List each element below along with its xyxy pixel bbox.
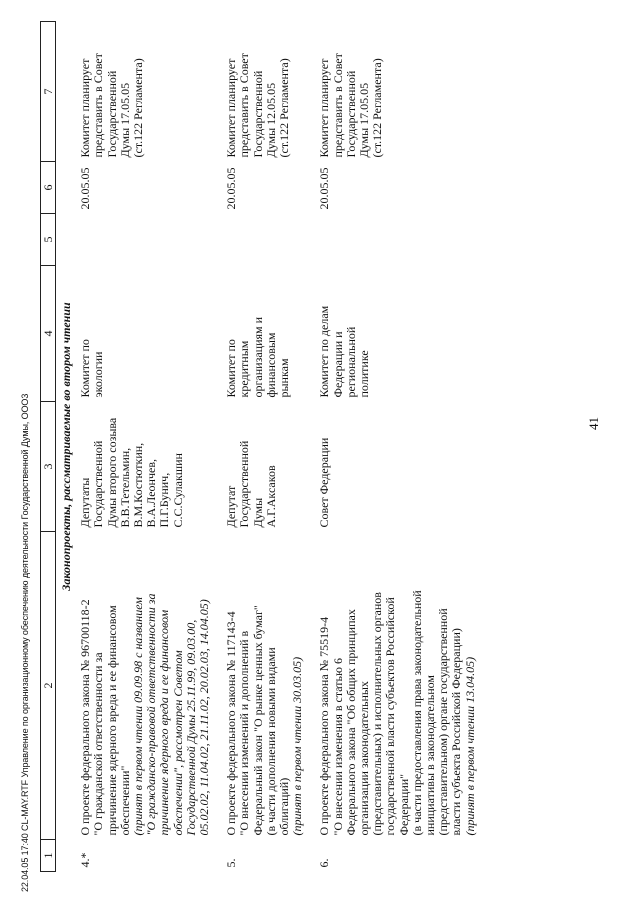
initiator-line: П.Г.Бунич, bbox=[157, 472, 172, 528]
row-number: 6. bbox=[317, 858, 332, 868]
column-number: 2 bbox=[41, 532, 56, 840]
initiator-line: Депутаты bbox=[78, 477, 93, 528]
plan-line: Комитет планирует bbox=[224, 58, 239, 158]
initiator-cell bbox=[318, 402, 490, 532]
title-line: О проекте федерального закона № 75519-4 bbox=[317, 616, 332, 836]
plan-line: Думы 12.05.05 bbox=[263, 82, 278, 158]
column-5-cell bbox=[79, 214, 225, 266]
table-row bbox=[225, 22, 318, 872]
plan-cell bbox=[79, 22, 225, 162]
column-number: 6 bbox=[41, 162, 56, 214]
initiator-line: В.М.Костюткин, bbox=[131, 442, 146, 528]
column-5-cell bbox=[318, 214, 490, 266]
table-row bbox=[79, 22, 225, 872]
column-number: 7 bbox=[41, 22, 56, 162]
note-line: обеспечении", рассмотрен Советом bbox=[170, 650, 185, 836]
plan-line: (ст.122 Регламента) bbox=[277, 58, 292, 158]
plan-line: представить в Совет bbox=[91, 53, 106, 158]
title-line: (в части дополнения новыми видами bbox=[263, 647, 278, 836]
initiator-line: Думы второго созыва bbox=[104, 417, 119, 528]
initiator-line: В.А.Леончев, bbox=[144, 458, 159, 528]
footer-text: 22.04.05 17:40 CL-MAY.RTF Управление по организационному обеспечению деятельности Государственной Думы, ООО3 bbox=[20, 393, 30, 892]
initiator-line: А.Г.Аксаков bbox=[263, 465, 278, 528]
title-line: Федерации" bbox=[396, 773, 411, 836]
column-number: 4 bbox=[41, 266, 56, 402]
note-line: (принят в первом чтении 09.09.98 с названием bbox=[131, 597, 146, 836]
plan-line: Государственной bbox=[250, 70, 265, 158]
title-line: "О внесении изменения в статью 6 bbox=[330, 658, 345, 836]
section-title: Законопроекты, рассматриваемые во втором чтении bbox=[59, 302, 73, 591]
title-line: причинение ядерного вреда и ее финансовом bbox=[104, 605, 119, 836]
committee-line: Федерации и bbox=[330, 331, 345, 398]
title-line: Федеральный закон "О рынке ценных бумаг" bbox=[250, 605, 265, 836]
committee-cell bbox=[79, 266, 225, 402]
committee-line: финансовым bbox=[263, 332, 278, 398]
title-line: государственной власти субъектов Российской bbox=[383, 597, 398, 836]
initiator-line: Государственной bbox=[91, 440, 106, 528]
committee-line: Комитет по делам bbox=[317, 305, 332, 398]
committee-line: Комитет по bbox=[78, 339, 93, 398]
committee-cell bbox=[225, 266, 318, 402]
initiator-line: Думы bbox=[250, 497, 265, 528]
title-line: обеспечении" bbox=[117, 765, 132, 836]
title-line: облигаций) bbox=[277, 777, 292, 836]
plan-line: представить в Совет bbox=[330, 53, 345, 158]
column-number: 5 bbox=[41, 214, 56, 266]
plan-line: Комитет планирует bbox=[78, 58, 93, 158]
plan-line: (ст.122 Регламента) bbox=[131, 58, 146, 158]
note-line: причинение ядерного вреда и ее финансовом bbox=[157, 609, 172, 836]
committee-cell bbox=[318, 266, 490, 402]
bill-description bbox=[225, 532, 318, 840]
section-heading-row bbox=[56, 22, 80, 872]
title-line: власти субъекта Российской Федерации) bbox=[449, 628, 464, 836]
committee-line: Комитет по bbox=[224, 339, 239, 398]
page-number: 41 bbox=[586, 417, 601, 430]
plan-line: (ст.122 Регламента) bbox=[370, 58, 385, 158]
row-number: 5. bbox=[224, 858, 239, 868]
row-number: 4.* bbox=[78, 852, 93, 868]
initiator-line: Депутат bbox=[224, 485, 239, 528]
column-5-cell bbox=[225, 214, 318, 266]
initiator-line: В.В.Тетельмин, bbox=[117, 447, 132, 528]
note-line: "О гражданско-правовой ответственности за bbox=[144, 593, 159, 836]
bill-description bbox=[79, 532, 225, 840]
title-line: (в части предоставления права законодательной bbox=[409, 590, 424, 836]
committee-line: политике bbox=[357, 350, 372, 398]
agenda-table bbox=[40, 21, 491, 872]
plan-line: Думы 17.05.05 bbox=[117, 82, 132, 158]
note-line: (принят в первом чтении 30.03.05) bbox=[290, 656, 305, 836]
committee-line: региональной bbox=[343, 326, 358, 398]
committee-line: организациям и bbox=[250, 316, 265, 398]
initiator-line: Государственной bbox=[237, 440, 252, 528]
plan-line: представить в Совет bbox=[237, 53, 252, 158]
column-number-row bbox=[41, 22, 56, 872]
title-line: (представительном) органе государственной bbox=[436, 608, 451, 836]
title-line: (представительных) и исполнительных органов bbox=[370, 592, 385, 836]
plan-cell bbox=[225, 22, 318, 162]
title-line: организации законодательных bbox=[357, 681, 372, 836]
initiator-cell bbox=[225, 402, 318, 532]
initiator-line: С.С.Сулакшин bbox=[170, 453, 185, 528]
note-line: 05.02.02, 11.04.02, 21.11.02, 20.02.03, 14.04.05) bbox=[197, 599, 212, 836]
title-line: инициативы в законодательном bbox=[423, 675, 438, 836]
date-cell: 20.05.05 bbox=[317, 167, 332, 210]
plan-line: Государственной bbox=[343, 70, 358, 158]
initiator-line: Совет Федерации bbox=[317, 437, 332, 528]
date-cell: 20.05.05 bbox=[78, 167, 93, 210]
plan-line: Думы 17.05.05 bbox=[357, 82, 372, 158]
column-number: 3 bbox=[41, 402, 56, 532]
committee-line: экологии bbox=[91, 351, 106, 398]
plan-cell bbox=[318, 22, 490, 162]
initiator-cell bbox=[79, 402, 225, 532]
title-line: О проекте федерального закона № 117143-4 bbox=[224, 611, 239, 836]
note-line: Государственной Думы 25.11.99, 09.03.00, bbox=[183, 619, 198, 836]
column-number: 1 bbox=[41, 840, 56, 872]
date-cell: 20.05.05 bbox=[224, 167, 239, 210]
note-line: (принят в первом чтении 13.04.05) bbox=[462, 656, 477, 836]
title-line: "О внесении изменений и дополнений в bbox=[237, 630, 252, 836]
plan-line: Государственной bbox=[104, 70, 119, 158]
title-line: Федерального закона "Об общих принципах bbox=[343, 609, 358, 836]
title-line: О проекте федерального закона № 96700118-2 bbox=[78, 599, 93, 836]
committee-line: кредитным bbox=[237, 340, 252, 398]
title-line: "О гражданской ответственности за bbox=[91, 652, 106, 836]
table-row bbox=[318, 22, 490, 872]
committee-line: рынкам bbox=[277, 358, 292, 398]
bill-description bbox=[318, 532, 490, 840]
plan-line: Комитет планирует bbox=[317, 58, 332, 158]
